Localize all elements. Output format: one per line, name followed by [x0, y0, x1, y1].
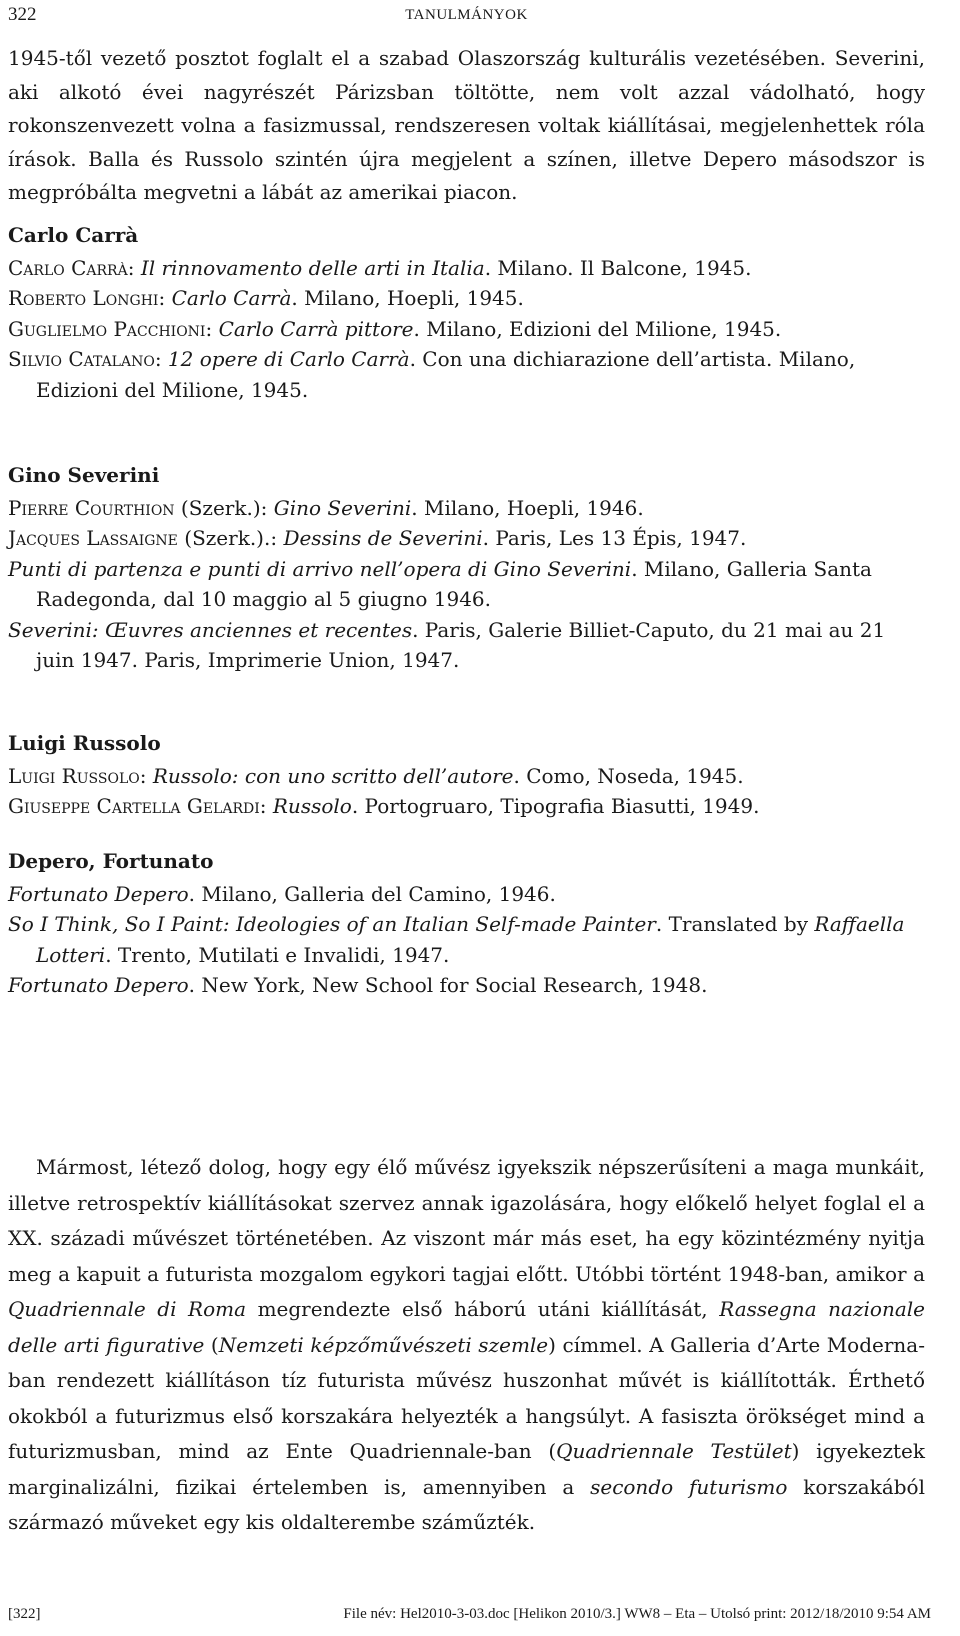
- bibliography-entry: Guglielmo Pacchioni: Carlo Carrà pittore. Milano, Edizioni del Milione, 1945.: [8, 316, 782, 341]
- bibliography-carra: [8, 219, 925, 405]
- page-number: 322: [8, 4, 37, 25]
- footer-file-info: File név: Hel2010-3-03.doc [Helikon 2010/3.] WW8 – Eta – Utolsó print: 2012/18/2010 9:54 AM: [343, 1606, 931, 1622]
- bibliography-entry: Fortunato Depero. Milano, Galleria del Camino, 1946.: [8, 881, 556, 906]
- body-paragraph: Mármost, létező dolog, hogy egy élő művész igyekszik népszerűsíteni a maga munkáit, illetve retrospektív kiállításokat szervez annak igazolására, hogy előkelő helyet foglal el a XX. századi művészet történetében. Az viszont már más eset, ha egy közintézmény nyitja meg a kapuit a futurista mozgalom egykori tagjai előtt. Utóbbi történt 1948-ban, amikor a Quadriennale di Roma megrendezte első háború utáni kiállítását, Rassegna nazionale delle arti figurative (Nemzeti képzőművészeti szemle) címmel. A Galleria d’Arte Moderna-ban rendezett kiállításon tíz futurista művész huszonhat művét is kiállították. Érthető okokból a futurizmus első korszakára helyezték a hangsúlyt. A fasiszta örökséget mind a futurizmusban, mind az Ente Quadriennale-ban (Quadriennale Testület) igyekeztek marginalizálni, fizikai értelemben is, amennyiben a secondo futurismo korszakából származó műveket egy kis oldalterembe száműzték.: [8, 1155, 925, 1534]
- page-footer: [8, 1606, 931, 1628]
- bibliography-entry: Carlo Carrà: Il rinnovamento delle arti in Italia. Milano. Il Balcone, 1945.: [8, 255, 752, 280]
- bibliography-entry: Jacques Lassaigne (Szerk.).: Dessins de Severini. Paris, Les 13 Épis, 1947.: [8, 526, 747, 550]
- section-heading: Carlo Carrà: [8, 223, 139, 247]
- running-title: TANULMÁNYOK: [405, 7, 528, 23]
- bibliography-depero: [8, 845, 925, 1001]
- section-heading: Gino Severini: [8, 463, 160, 487]
- bibliography-entry: Luigi Russolo: Russolo: con uno scritto dell’autore. Como, Noseda, 1945.: [8, 763, 744, 788]
- bibliography-severini: [8, 459, 925, 676]
- bibliography-entry: Roberto Longhi: Carlo Carrà. Milano, Hoepli, 1945.: [8, 286, 524, 310]
- bibliography-entry: So I Think, So I Paint: Ideologies of an Italian Self-made Painter. Translated by Raffaella Lotteri. Trento, Mutilati e Invalidi, 1947.: [8, 912, 905, 967]
- bibliography-entry: Punti di partenza e punti di arrivo nell’opera di Gino Severini. Milano, Galleria Santa Radegonda, dal 10 maggio al 5 giugno 1946.: [8, 556, 872, 611]
- section-heading: Luigi Russolo: [8, 731, 161, 755]
- bibliography-entry: Fortunato Depero. New York, New School for Social Research, 1948.: [8, 973, 708, 997]
- page-header: [8, 4, 925, 34]
- bibliography-russolo: [8, 727, 925, 822]
- intro-paragraph: 1945-től vezető posztot foglalt el a szabad Olaszország kulturális vezetésében. Severini, aki alkotó évei nagyrészét Párizsban töltötte, nem volt azzal vádolható, hogy rokonszenvezett volna a fasizmussal, rendszeresen voltak kiállításai, megjelenhettek róla írások. Balla és Russolo szintén újra megjelent a színen, illetve Depero másodszor is megpróbálta megvetni a lábát az amerikai piacon.: [8, 46, 925, 204]
- bibliography-entry: Giuseppe Cartella Gelardi: Russolo. Portogruaro, Tipografia Biasutti, 1949.: [8, 794, 760, 818]
- book-page: [8, 0, 931, 1636]
- bibliography-entry: Severini: Œuvres anciennes et recentes. Paris, Galerie Billiet-Caputo, du 21 mai au 21 juin 1947. Paris, Imprimerie Union, 1947.: [8, 617, 886, 672]
- bibliography-entry: Silvio Catalano: 12 opere di Carlo Carrà. Con una dichiarazione dell’artista. Milano, Edizioni del Milione, 1945.: [8, 347, 856, 402]
- footer-page-number: [322]: [8, 1606, 41, 1622]
- bibliography-entry: Pierre Courthion (Szerk.): Gino Severini. Milano, Hoepli, 1946.: [8, 495, 644, 520]
- section-heading: Depero, Fortunato: [8, 849, 214, 873]
